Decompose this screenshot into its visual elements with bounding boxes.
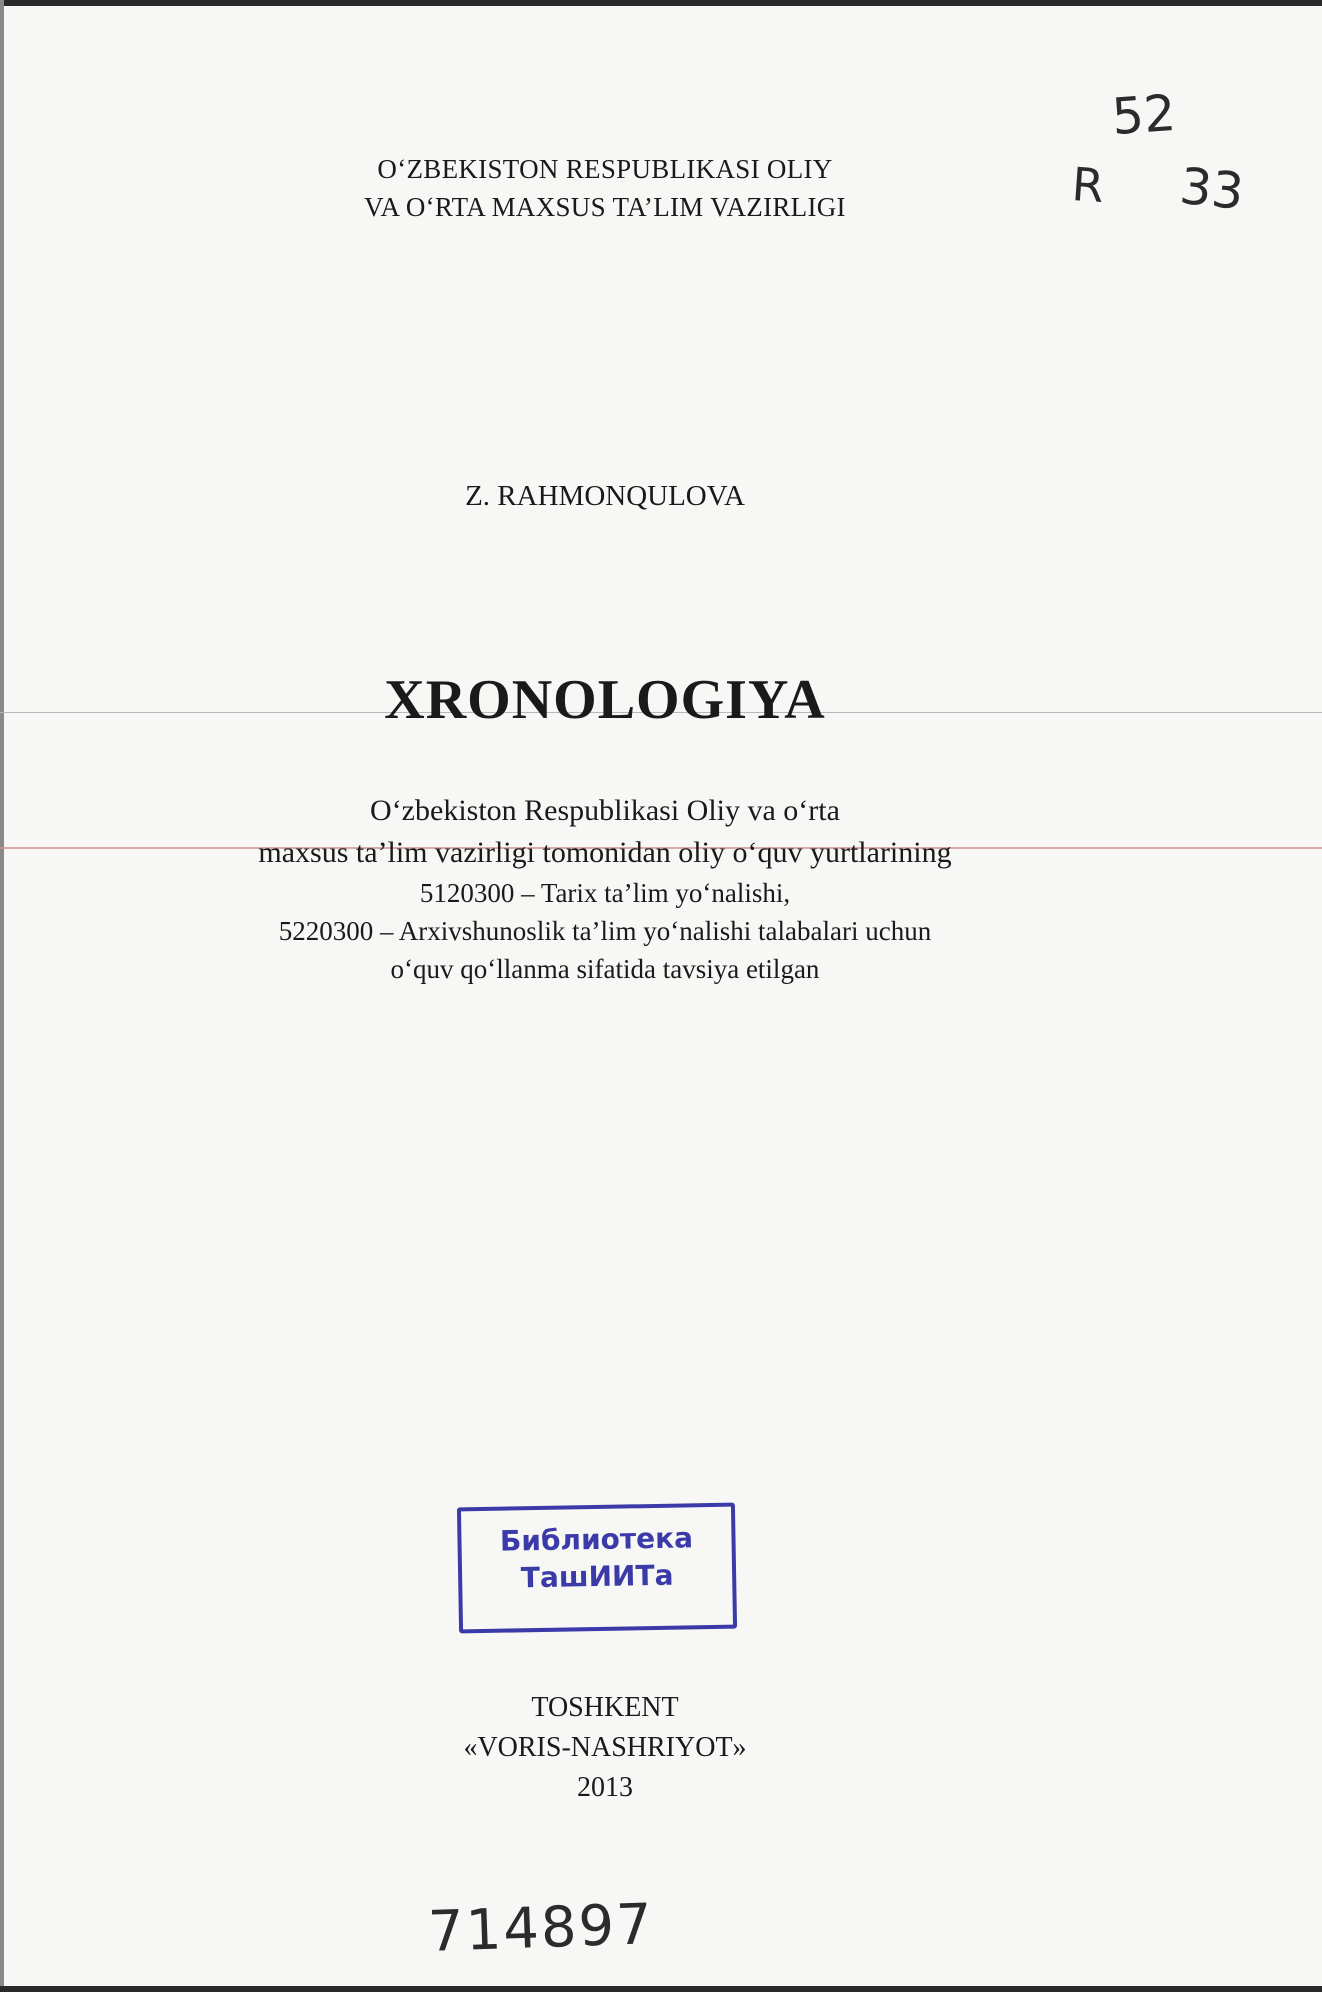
bottom-edge xyxy=(0,1986,1322,1992)
approval-line-2: maxsus ta’lim vazirligi tomonidan oliy o‘quv yurtlarining xyxy=(258,836,952,869)
library-stamp xyxy=(457,1503,737,1634)
author-name: Z. RAHMONQULOVA xyxy=(465,480,745,512)
approval-line-5: o‘quv qo‘llanma sifatida tavsiya etilgan xyxy=(390,954,820,984)
imprint xyxy=(0,1688,1210,1808)
handwritten-code-top: 52 xyxy=(1110,83,1178,147)
ministry-header xyxy=(0,150,1210,226)
approval-line-1: O‘zbekiston Respublikasi Oliy va o‘rta xyxy=(370,794,840,827)
handwritten-inventory-number: 714897 xyxy=(426,1892,655,1965)
ministry-line-2: VA O‘RTA MAXSUS TA’LIM VAZIRLIGI xyxy=(364,192,846,222)
stamp-line-1: Библиотека xyxy=(499,1521,694,1558)
imprint-city: TOSHKENT xyxy=(531,1692,679,1723)
imprint-publisher: «VORIS-NASHRIYOT» xyxy=(463,1732,747,1763)
approval-statement xyxy=(0,790,1210,988)
handwritten-code-letter: R xyxy=(1070,156,1106,214)
approval-line-3: 5120300 – Tarix ta’lim yo‘nalishi, xyxy=(419,878,791,908)
stamp-line-2: ТашИИТа xyxy=(520,1558,674,1595)
approval-line-4: 5220300 – Arxivshunoslik ta’lim yo‘nalishi talabalari uchun xyxy=(278,916,932,946)
top-edge xyxy=(0,0,1322,6)
imprint-year: 2013 xyxy=(577,1772,633,1803)
book-title: XRONOLOGIYA xyxy=(384,669,826,731)
ministry-line-1: O‘ZBEKISTON RESPUBLIKASI OLIY xyxy=(377,154,833,184)
handwritten-code-number: 33 xyxy=(1177,156,1247,222)
